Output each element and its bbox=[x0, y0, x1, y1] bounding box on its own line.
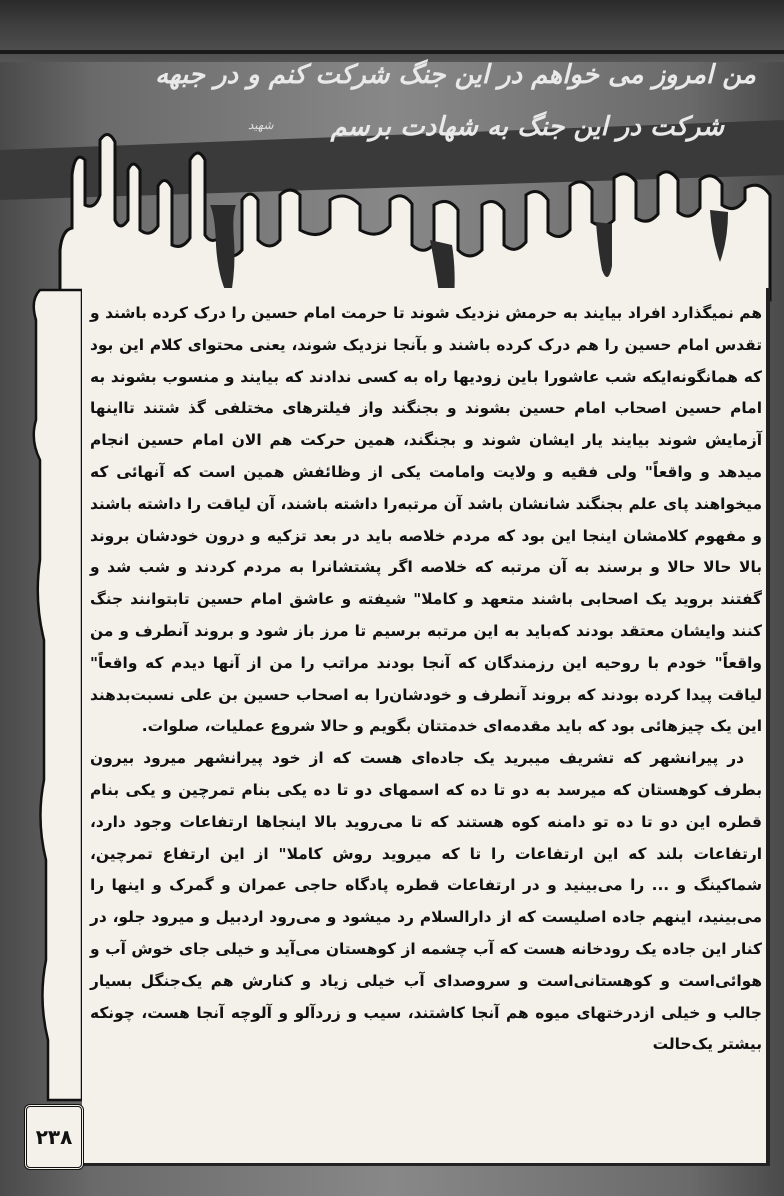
header-calligraphy-line-2: شرکت در این جنگ به شهادت برسم bbox=[330, 112, 724, 142]
left-drip-ornament bbox=[0, 290, 80, 1090]
page-number-badge bbox=[24, 1104, 84, 1170]
page-number: ۲۳۸ bbox=[35, 1125, 73, 1149]
body-text bbox=[90, 298, 762, 1061]
body-paragraph-1: هم نمیگذارد افراد بیایند به حرمش نزدیک شوند تا حرمت امام حسین را درک کرده باشند و تقدس امام حسین را هم درک کرده باشند و بآنجا نزدیک شوند، یعنی محتوای کلام این بود که همانگونه‌ایکه شب عاشورا باین زودیها راه به کسی ندادند که بیایند و منسوب بشوند به امام حسین اصحاب امام حسین بشوند و بجنگند واز فیلترهای مختلفی گذ شتند تااینها آزمایش شوند بیایند یار ایشان شوند و بجنگند، همین حرکت هم الان امام حسین انجام میدهد و واقعاً" ولی فقیه و ولایت وامامت یکی از وظائفش همین است که آنهائی که میخواهند پای علم بجنگند شانشان باشد آن مرتبه‌را داشته باشند، آن لیاقت را داشته باشند و مفهوم کلامشان اینجا این بود که مردم خلاصه باید در بعد تزکیه و درون خودشان بروند بالا حالا حالا و برسند به آن مرتبه که خلاصه اگر پشتشانرا به مردم کردند و شب شد و گفتند بروید یک اصحابی باشند متعهد و کاملا" شیفته و عاشق امام حسین تابتوانند جنگ کنند وایشان معتقد بودند که‌باید به این مرتبه برسیم تا مرز باز شود و بروند آنطرف و من واقعاً" خودم با روحیه این رزمندگان که آنجا بودند مراتب را من از آنها دیدم که واقعاً" لیاقت پیدا کرده بودند که بروند آنطرف و خودشان‌را به اصحاب حسین بن علی نسبت‌بدهند این یک چیزهائی بود که باید مقدمه‌ای خدمتتان بگویم و حالا شروع عملیات، صلوات. bbox=[90, 304, 762, 736]
body-paragraph-2: در پیرانشهر که تشریف میبرید یک جاده‌ای هست که از خود پیرانشهر میرود بیرون بطرف کوهستان که میرسد به دو تا ده که اسمهای دو تا ده یکی بنام تمرچین و یکی بنام قطره این دو تا ده تو دامنه کوه هستند که تا می‌روید بالا اینجاها ارتفاعات وجود دارد، ارتفاعات بلند که این ارتفاعات را تا که میروید روش کاملا" از این ارتفاع تمرچین، شماکینگ و ... را می‌بینید و در ارتفاعات قطره پادگاه حاجی عمران و گمرک و اینها را می‌بینید، اینهم جاده اصلیست که از دارالسلام رد میشود و می‌رود اردبیل و میرود جلو، در کنار این جاده یک رودخانه هست که آب چشمه از کوهستان می‌آید و خیلی جای خوش آب و هوائی‌است و کوهستانی‌است و سروصدای آب خیلی زیاد و کنارش هم یک‌جنگل بسیار جالب و خیلی ازدرختهای میوه هم آنجا کاشتند، سیب و زردآلو و آلوچه آنجا هست، چونکه بیشتر یک‌حالت bbox=[90, 749, 762, 1054]
header-attribution: شهید bbox=[248, 118, 274, 132]
header-calligraphy-line-1: من امروز می خواهم در این جنگ شرکت کنم و در جبهه bbox=[155, 60, 756, 90]
